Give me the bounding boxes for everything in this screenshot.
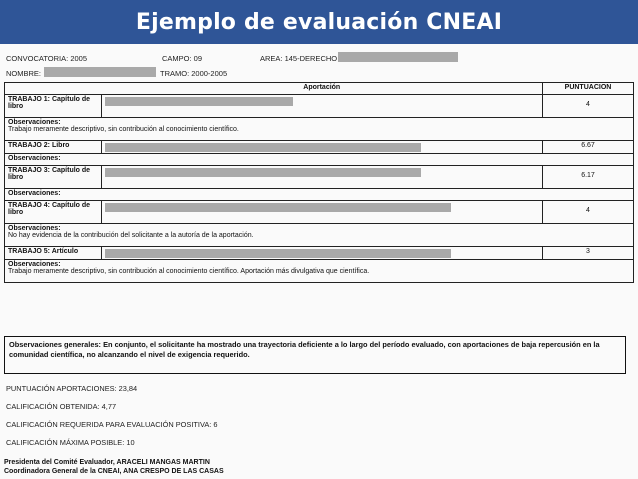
row-label: TRABAJO 5: Artículo (5, 247, 102, 260)
redacted-title (102, 201, 543, 224)
redacted-title (102, 141, 543, 154)
observation-row (5, 118, 634, 141)
redacted-title (102, 95, 543, 118)
calificacion-obtenida: CALIFICACIÓN OBTENIDA: 4,77 (6, 402, 117, 411)
observation-row (5, 154, 634, 166)
table-row (5, 201, 634, 224)
tramo-field: TRAMO: 2000-2005 (160, 69, 228, 78)
row-label: TRABAJO 3: Capítulo de libro (5, 166, 102, 189)
table-row (5, 141, 634, 154)
observation-label: Observaciones: (8, 225, 61, 232)
redacted-area-detail (338, 52, 458, 62)
row-label: TRABAJO 2: Libro (5, 141, 102, 154)
row-score: 4 (543, 95, 634, 118)
contributions-table (4, 82, 634, 283)
convocatoria-field: CONVOCATORIA: 2005 (6, 54, 87, 63)
signature-presidenta: Presidenta del Comité Evaluador, ARACELI MANGAS MARTIN (4, 459, 210, 466)
table-row (5, 247, 634, 260)
slide-title: Ejemplo de evaluación CNEAI (135, 9, 503, 35)
row-label: TRABAJO 4: Capítulo de libro (5, 201, 102, 224)
calificacion-requerida: CALIFICACIÓN REQUERIDA PARA EVALUACIÓN POSITIVA: 6 (6, 420, 218, 429)
observation-label: Observaciones: (8, 261, 61, 268)
redacted-title (102, 247, 543, 260)
table-header-row (5, 83, 634, 95)
redacted-name (44, 67, 156, 77)
observation-text: Trabajo meramente descriptivo, sin contribución al conocimiento científico. Aportación más divulgativa que científica. (8, 268, 370, 275)
observation-row (5, 189, 634, 201)
nombre-field: NOMBRE: (6, 69, 42, 78)
col-puntuacion: PUNTUACION (543, 83, 634, 95)
slide-title-banner (0, 0, 638, 44)
puntuacion-aportaciones: PUNTUACIÓN APORTACIONES: 23,84 (6, 384, 138, 393)
signature-coordinadora: Coordinadora General de la CNEAI, ANA CRESPO DE LAS CASAS (4, 468, 224, 475)
calificacion-maxima: CALIFICACIÓN MÁXIMA POSIBLE: 10 (6, 438, 135, 447)
campo-field: CAMPO: 09 (162, 54, 203, 63)
row-score: 3 (543, 247, 634, 260)
row-score: 4 (543, 201, 634, 224)
observation-text: Trabajo meramente descriptivo, sin contribución al conocimiento científico. (8, 126, 239, 133)
row-score: 6.67 (543, 141, 634, 154)
observation-text: No hay evidencia de la contribución del solicitante a la autoría de la aportación. (8, 232, 254, 239)
row-label: TRABAJO 1: Capítulo de libro (5, 95, 102, 118)
redacted-title (102, 166, 543, 189)
area-field: AREA: 145-DERECHO (260, 54, 338, 63)
observation-row (5, 224, 634, 247)
observation-label: Observaciones: (8, 119, 61, 126)
col-aportacion: Aportación (102, 83, 543, 95)
observation-row (5, 260, 634, 283)
table-row (5, 95, 634, 118)
observation-label: Observaciones: (8, 155, 61, 162)
table-row (5, 166, 634, 189)
row-score: 6.17 (543, 166, 634, 189)
general-observations: Observaciones generales: En conjunto, el solicitante ha mostrado una trayectoria deficiente a lo largo del período evaluado, con aportaciones de baja repercusión en la comunidad científica, no alcanzando el nivel de exigencia requerido. (4, 336, 626, 374)
observation-label: Observaciones: (8, 190, 61, 197)
